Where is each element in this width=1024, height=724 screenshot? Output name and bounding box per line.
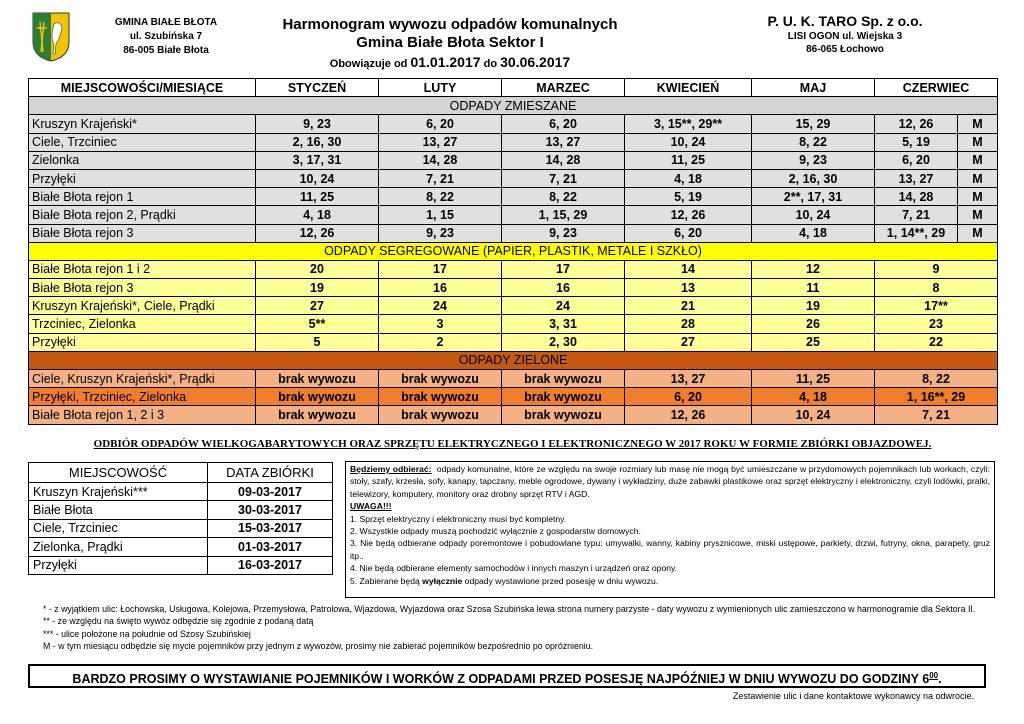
green-waste-header <box>29 351 998 369</box>
validity-period <box>260 52 640 74</box>
point5-post: odpady wystawione przed posesję w dniu wywozu. <box>464 575 659 586</box>
schedule-header-row <box>29 79 998 97</box>
date-cell: 17 <box>379 260 502 278</box>
company-header <box>740 12 950 56</box>
location-cell: Przyłęki, Trzciniec, Zielonka <box>29 388 256 406</box>
valid-prefix: Obowiązuje od <box>329 58 408 70</box>
date-cell: 9, 23 <box>379 224 502 242</box>
date-cell: 24 <box>379 297 502 315</box>
deadline-minutes: 00 <box>929 671 939 680</box>
municipality-header <box>32 12 242 66</box>
date-cell: 20 <box>256 260 379 278</box>
bulky-body <box>29 483 333 575</box>
date-cell: 5 <box>256 333 379 351</box>
deadline-notice <box>28 664 986 688</box>
date-cell: 1, 15 <box>379 206 502 224</box>
date-cell: 6, 20 <box>875 151 958 169</box>
segregated-waste-header-label: ODPADY SEGREGOWANE (PAPIER, PLASTIK, METALE I SZKŁO) <box>29 242 998 260</box>
municipality-street: ul. Szubińska 7 <box>129 31 203 42</box>
date-cell: 1, 14**, 29 <box>875 224 958 242</box>
bulky-header-date: DATA ZBIÓRKI <box>208 463 333 483</box>
date-cell: 8 <box>875 279 998 297</box>
date-cell: 5, 19 <box>875 133 958 151</box>
date-cell: brak wywozu <box>502 370 625 388</box>
info-point: 3. Nie będą odbierane odpady poremontowe i pobudowlane typu: umywalki, wanny, kabiny prysznicowe, miski ustępowe, parkiety, drzwi, futryny, okna, parapety, gruz itp.. <box>350 538 990 561</box>
date-cell: 8, 22 <box>379 188 502 206</box>
date-cell: 9, 23 <box>256 115 379 133</box>
company-city: 86-065 Łochowo <box>806 44 884 55</box>
date-cell: 25 <box>752 333 875 351</box>
bulky-info-box <box>345 461 995 598</box>
date-cell: 3 <box>379 315 502 333</box>
washing-marker: M <box>958 206 998 224</box>
date-cell: 15, 29 <box>752 115 875 133</box>
date-cell: brak wywozu <box>256 370 379 388</box>
valid-to: 30.06.2017 <box>500 54 571 70</box>
date-cell: 14, 28 <box>502 151 625 169</box>
municipality-name: GMINA BIAŁE BŁOTA <box>114 17 218 28</box>
schedule-table <box>28 78 998 425</box>
date-cell: 3, 15**, 29** <box>625 115 752 133</box>
date-cell: 6, 20 <box>625 388 752 406</box>
bulky-date: 30-03-2017 <box>208 501 333 519</box>
footer-note: Zestawienie ulic i dane kontaktowe wykonawcy na odwrocie. <box>732 691 974 701</box>
date-cell: 10, 24 <box>256 169 379 187</box>
point5-bold: wyłącznie <box>422 575 463 586</box>
schedule-row <box>29 133 998 151</box>
bulky-location: Kruszyn Krajeński*** <box>29 483 208 501</box>
date-cell: 12, 26 <box>625 406 752 424</box>
date-cell: 12, 26 <box>875 115 958 133</box>
date-cell: 8, 22 <box>752 133 875 151</box>
info-point-5 <box>350 575 990 587</box>
date-cell: 8, 22 <box>502 188 625 206</box>
date-cell: 17 <box>502 260 625 278</box>
coat-of-arms-icon <box>32 12 70 62</box>
date-cell: 2, 16, 30 <box>256 133 379 151</box>
footnotes <box>43 603 993 653</box>
washing-marker: M <box>958 188 998 206</box>
bulky-location: Zielonka, Prądki <box>29 538 208 556</box>
info-warning: UWAGA!!! <box>350 501 392 512</box>
date-cell: 7, 21 <box>875 406 998 424</box>
date-cell: 5, 19 <box>625 188 752 206</box>
date-cell: 19 <box>752 297 875 315</box>
footnote: M - w tym miesiącu odbędzie się mycie pojemników przy jednym z wywozów, prosimy nie zabierać pojemników bezpośrednio po opróżnieniu. <box>43 641 594 652</box>
info-point: 2. Wszystkie odpady muszą pochodzić wyłącznie z gospodarstw domowych. <box>350 526 641 537</box>
date-cell: 13, 27 <box>379 133 502 151</box>
date-cell: 11, 25 <box>625 151 752 169</box>
location-cell: Białe Błota rejon 2, Prądki <box>29 206 256 224</box>
bulky-row <box>29 556 333 574</box>
schedule-row <box>29 388 998 406</box>
bulky-header-location: MIEJSCOWOŚĆ <box>29 463 208 483</box>
date-cell: 28 <box>625 315 752 333</box>
date-cell: 3, 17, 31 <box>256 151 379 169</box>
date-cell: 7, 21 <box>379 169 502 187</box>
date-cell: 6, 20 <box>502 115 625 133</box>
schedule-row <box>29 260 998 278</box>
date-cell: 6, 20 <box>379 115 502 133</box>
footnote: ** - ze względu na święto wywóz odbędzie się zgodnie z podaną datą <box>43 616 314 627</box>
schedule-row <box>29 333 998 351</box>
header-february: LUTY <box>379 79 502 97</box>
date-cell: 11 <box>752 279 875 297</box>
date-cell: 9, 23 <box>752 151 875 169</box>
location-cell: Przyłęki <box>29 333 256 351</box>
valid-from: 01.01.2017 <box>410 54 481 70</box>
date-cell: 7, 21 <box>502 169 625 187</box>
date-cell: 12, 26 <box>256 224 379 242</box>
header-april: KWIECIEŃ <box>625 79 752 97</box>
date-cell: 10, 24 <box>752 206 875 224</box>
date-cell: brak wywozu <box>379 388 502 406</box>
date-cell: 14, 28 <box>875 188 958 206</box>
location-cell: Białe Błota rejon 1 <box>29 188 256 206</box>
location-cell: Kruszyn Krajeński*, Ciele, Prądki <box>29 297 256 315</box>
date-cell: 2, 16, 30 <box>752 169 875 187</box>
bulky-row <box>29 538 333 556</box>
date-cell: 13, 27 <box>625 370 752 388</box>
bulky-location: Ciele, Trzciniec <box>29 519 208 537</box>
date-cell: 27 <box>625 333 752 351</box>
date-cell: brak wywozu <box>256 406 379 424</box>
date-cell: brak wywozu <box>502 406 625 424</box>
mixed-waste-header <box>29 97 998 115</box>
location-cell: Białe Błota rejon 3 <box>29 224 256 242</box>
date-cell: 26 <box>752 315 875 333</box>
date-cell: 9 <box>875 260 998 278</box>
schedule-row <box>29 224 998 242</box>
schedule-row <box>29 188 998 206</box>
info-point: 4. Nie będą odbierane elementy samochodów i innych maszyn i urządzeń oraz opony. <box>350 563 678 574</box>
date-cell: 19 <box>256 279 379 297</box>
date-cell: 3, 31 <box>502 315 625 333</box>
location-cell: Kruszyn Krajeński* <box>29 115 256 133</box>
schedule-row <box>29 315 998 333</box>
segregated-waste-header <box>29 242 998 260</box>
date-cell: 12 <box>752 260 875 278</box>
date-cell: 22 <box>875 333 998 351</box>
date-cell: 16 <box>379 279 502 297</box>
title-line-2: Gmina Białe Błota Sektor I <box>356 34 544 51</box>
deadline-text: BARDZO PROSIMY O WYSTAWIANIE POJEMNIKÓW I WORKÓW Z ODPADAMI PRZED POSESJĘ NAJPÓŹNIEJ W DNIU WYWOZU DO GODZINY 6 <box>72 672 930 687</box>
green-waste-header-label: ODPADY ZIELONE <box>29 351 998 369</box>
date-cell: 14 <box>625 260 752 278</box>
date-cell: brak wywozu <box>379 406 502 424</box>
info-intro <box>350 463 990 500</box>
header-january: STYCZEŃ <box>256 79 379 97</box>
point5-pre: 5. Zabierane będą <box>350 575 420 586</box>
bulky-header-row <box>29 463 333 483</box>
date-cell: 16 <box>502 279 625 297</box>
header-may: MAJ <box>752 79 875 97</box>
bulky-date: 09-03-2017 <box>208 483 333 501</box>
schedule-row <box>29 151 998 169</box>
washing-marker: M <box>958 115 998 133</box>
date-cell: 11, 25 <box>752 370 875 388</box>
header-march: MARZEC <box>502 79 625 97</box>
date-cell: 2**, 17, 31 <box>752 188 875 206</box>
header-locations: MIEJSCOWOŚCI/MIESIĄCE <box>29 79 256 97</box>
location-cell: Białe Błota rejon 3 <box>29 279 256 297</box>
date-cell: 12, 26 <box>625 206 752 224</box>
bulky-waste-title: ODBIÓR ODPADÓW WIELKOGABARYTOWYCH ORAZ SPRZĘTU ELEKTRYCZNEGO I ELEKTRONICZNEGO W 2017 ROKU W FORMIE ZBIÓRKI OBJAZDOWEJ. <box>93 438 932 450</box>
footnote: * - z wyjątkiem ulic: Łochowska, Usługowa, Kolejowa, Przemysłowa, Patrolowa, Wjazdowa, Wyjazdowa oraz Szosa Szubińska lewa strona numery parzyste - daty wywozu z wymienionych ulic zamieszczono w harmonogramie dla Sektora II. <box>43 604 976 614</box>
info-points <box>350 513 990 575</box>
location-cell: Przyłęki <box>29 169 256 187</box>
date-cell: 14, 28 <box>379 151 502 169</box>
location-cell: Białe Błota rejon 1, 2 i 3 <box>29 406 256 424</box>
bulky-row <box>29 483 333 501</box>
schedule-row <box>29 115 998 133</box>
schedule-row <box>29 279 998 297</box>
location-cell: Zielonka <box>29 151 256 169</box>
valid-mid: do <box>483 58 498 70</box>
schedule-row <box>29 169 998 187</box>
date-cell: 13, 27 <box>875 169 958 187</box>
date-cell: 10, 24 <box>625 133 752 151</box>
date-cell: 7, 21 <box>875 206 958 224</box>
washing-marker: M <box>958 169 998 187</box>
date-cell: brak wywozu <box>256 388 379 406</box>
schedule-row <box>29 297 998 315</box>
document-title <box>260 16 640 74</box>
bulky-date: 16-03-2017 <box>208 556 333 574</box>
deadline-end: . <box>938 672 942 687</box>
date-cell: 4, 18 <box>625 169 752 187</box>
bulky-location: Białe Błota <box>29 501 208 519</box>
date-cell: 17** <box>875 297 998 315</box>
schedule-row <box>29 206 998 224</box>
bulky-collection-table <box>28 462 333 575</box>
info-point: 1. Sprzęt elektryczny i elektroniczny musi być kompletny. <box>350 513 567 524</box>
schedule-body <box>29 97 998 424</box>
date-cell: brak wywozu <box>502 388 625 406</box>
bulky-date: 01-03-2017 <box>208 538 333 556</box>
date-cell: 4, 18 <box>752 224 875 242</box>
company-name: P. U. K. TARO Sp. z o.o. <box>767 13 923 29</box>
bulky-location: Przyłęki <box>29 556 208 574</box>
date-cell: 2 <box>379 333 502 351</box>
date-cell: 8, 22 <box>875 370 998 388</box>
date-cell: 10, 24 <box>752 406 875 424</box>
date-cell: 24 <box>502 297 625 315</box>
info-lead: Będziemy odbierać: <box>350 464 432 474</box>
bulky-row <box>29 519 333 537</box>
footnote: *** - ulice położone na południe od Szosy Szubińskiej <box>43 628 251 639</box>
location-cell: Białe Błota rejon 1 i 2 <box>29 260 256 278</box>
location-cell: Trzciniec, Zielonka <box>29 315 256 333</box>
location-cell: Ciele, Trzciniec <box>29 133 256 151</box>
washing-marker: M <box>958 151 998 169</box>
schedule-row <box>29 370 998 388</box>
location-cell: Ciele, Kruszyn Krajeński*, Prądki <box>29 370 256 388</box>
municipality-city: 86-005 Białe Błota <box>123 45 209 56</box>
date-cell: 27 <box>256 297 379 315</box>
date-cell: 13 <box>625 279 752 297</box>
header-june: CZERWIEC <box>875 79 998 97</box>
date-cell: 23 <box>875 315 998 333</box>
date-cell: brak wywozu <box>379 370 502 388</box>
bulky-row <box>29 501 333 519</box>
date-cell: 1, 15, 29 <box>502 206 625 224</box>
date-cell: 21 <box>625 297 752 315</box>
date-cell: 4, 18 <box>256 206 379 224</box>
company-street: LISI OGON ul. Wiejska 3 <box>787 31 903 42</box>
date-cell: 1, 16**, 29 <box>875 388 998 406</box>
date-cell: 6, 20 <box>625 224 752 242</box>
date-cell: 11, 25 <box>256 188 379 206</box>
date-cell: 2, 30 <box>502 333 625 351</box>
schedule-row <box>29 406 998 424</box>
mixed-waste-header-label: ODPADY ZMIESZANE <box>29 97 998 115</box>
date-cell: 13, 27 <box>502 133 625 151</box>
date-cell: 5** <box>256 315 379 333</box>
washing-marker: M <box>958 224 998 242</box>
date-cell: 9, 23 <box>502 224 625 242</box>
title-line-1: Harmonogram wywozu odpadów komunalnych <box>282 16 618 33</box>
washing-marker: M <box>958 133 998 151</box>
date-cell: 4, 18 <box>752 388 875 406</box>
bulky-date: 15-03-2017 <box>208 519 333 537</box>
info-text: odpady komunalne, które ze względu na swoje rozmiary lub masę nie mogą być umieszczane w przydomowych pojemnikach lub workach, czyli: stoły, szafy, krzesła, sofy, kanapy, tapczany, meble ogrodowe, dywany i wykładziny, duże zabawki plastikowe oraz sprzęt elektryczny i elektroniczny, czyli lodówki, pralki, telewizory, komputery, monitory oraz drobny sprzęt RTV i AGD. <box>350 464 990 499</box>
